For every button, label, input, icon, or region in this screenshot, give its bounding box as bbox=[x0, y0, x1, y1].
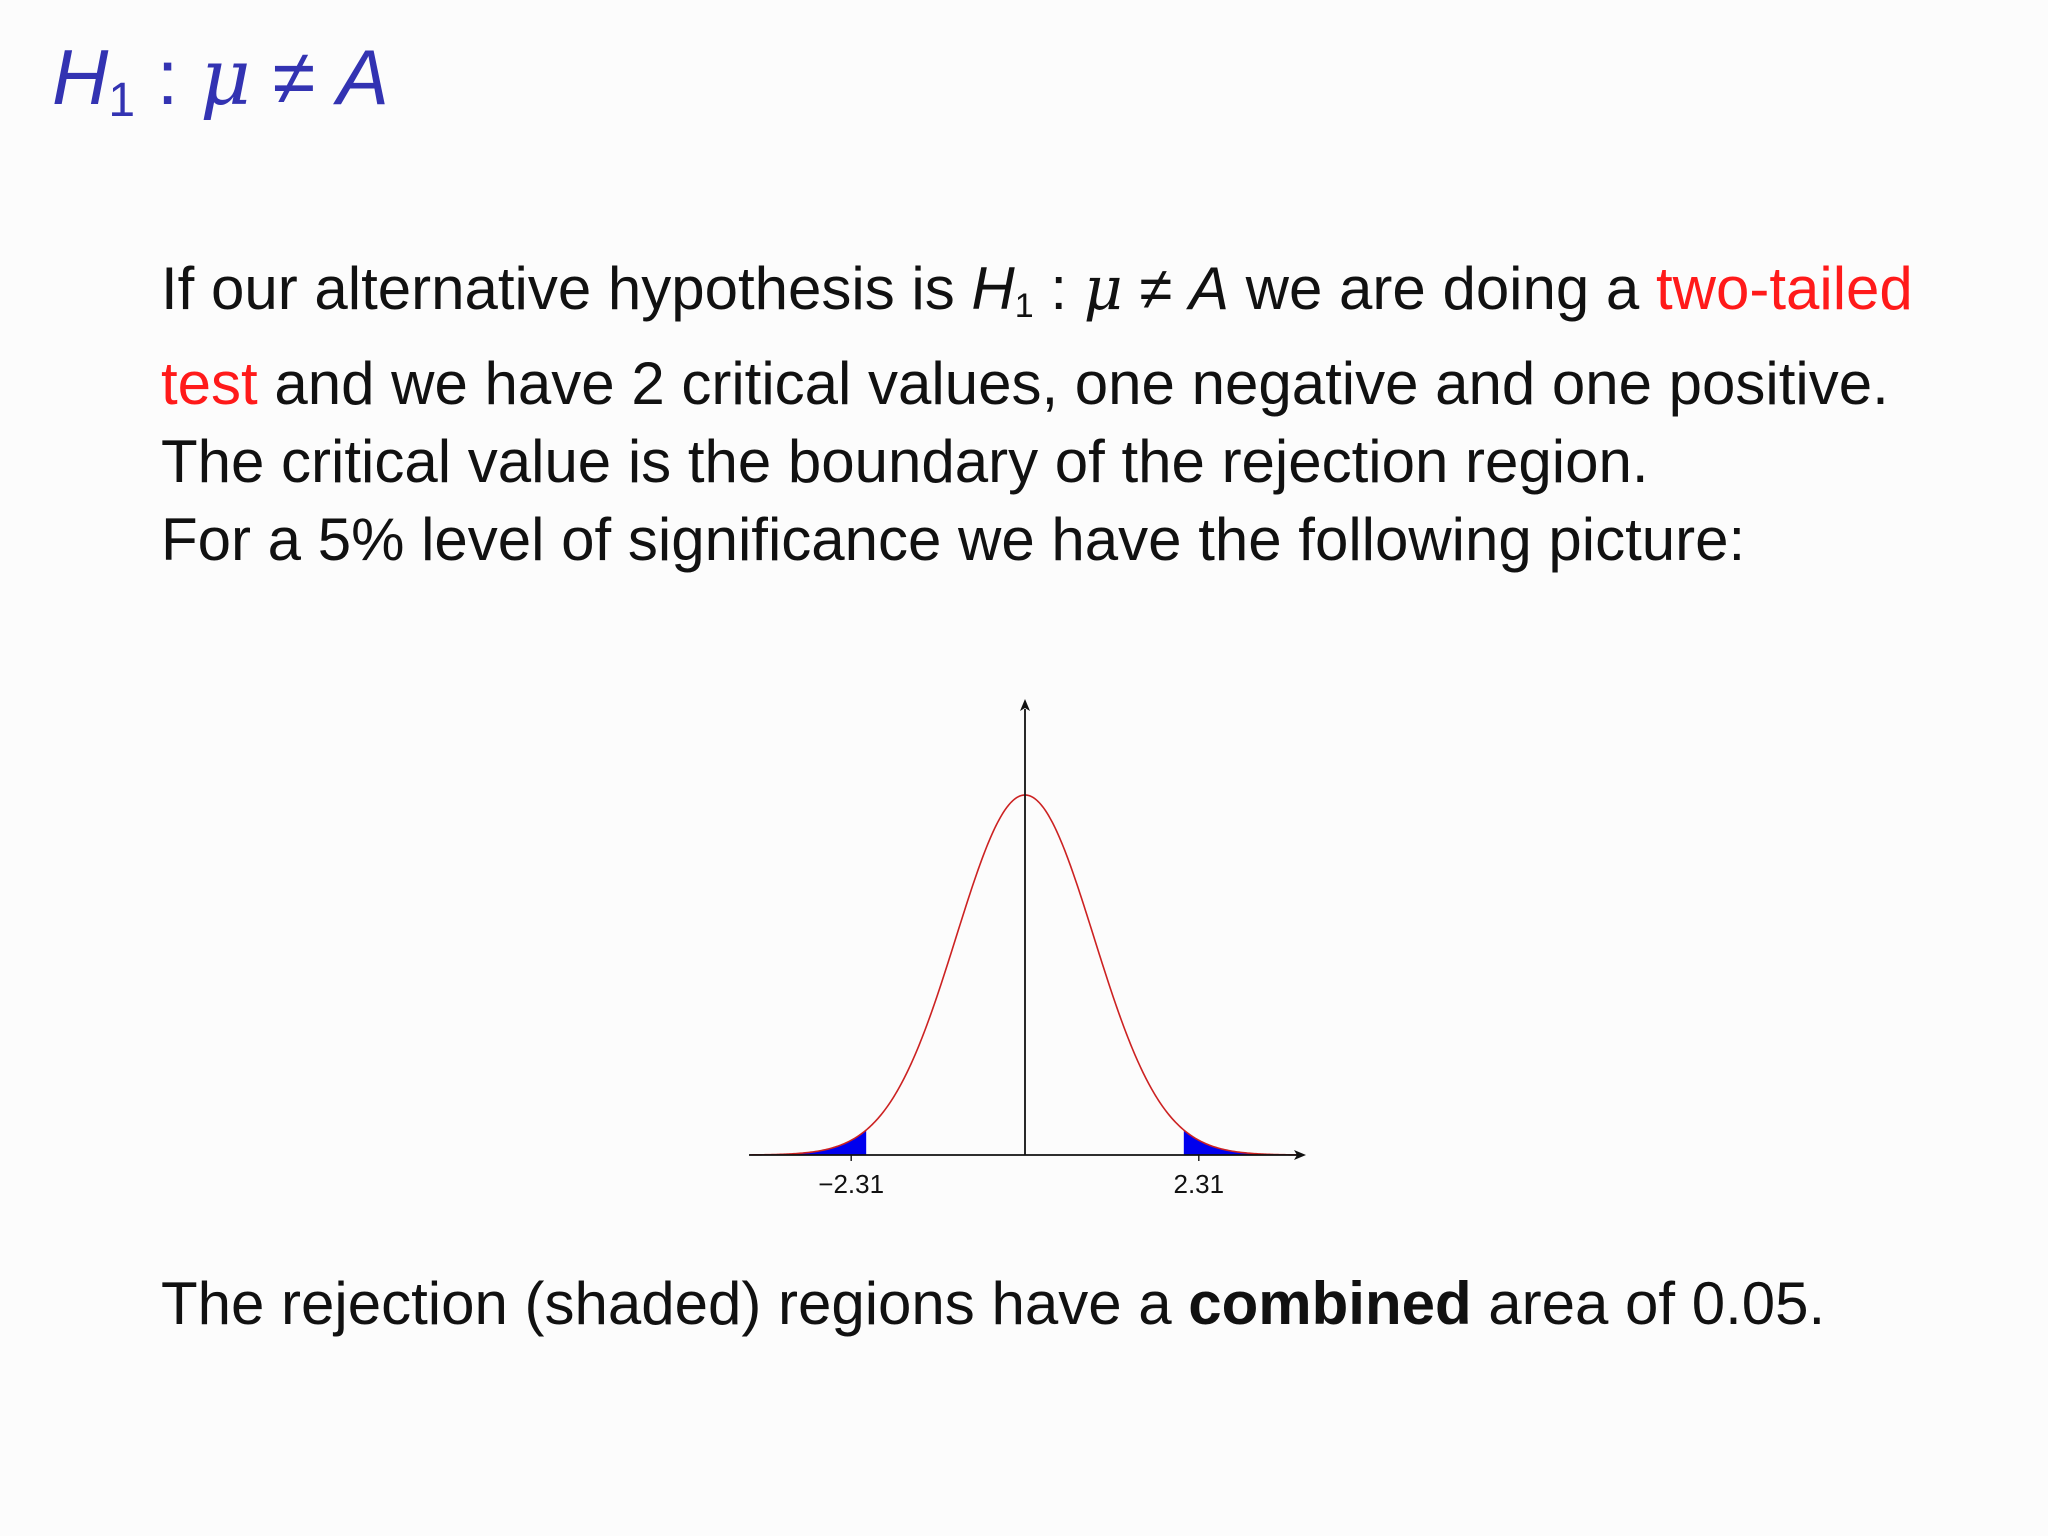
slide-title bbox=[52, 33, 389, 127]
two-tailed-highlight: two-tailed test bbox=[161, 255, 1913, 417]
p1-neq: ≠ bbox=[1122, 255, 1189, 322]
slide-body bbox=[161, 250, 1961, 579]
title-h: H bbox=[52, 33, 109, 121]
conclusion-bold: combined bbox=[1188, 1270, 1472, 1337]
title-neq: ≠ bbox=[272, 33, 316, 121]
title-a: A bbox=[336, 33, 389, 121]
title-subscript: 1 bbox=[108, 74, 136, 127]
p1-mu: μ bbox=[1083, 254, 1123, 324]
conclusion-text bbox=[161, 1265, 1825, 1343]
p2-text: and we have 2 critical values, one negative and one positive. bbox=[257, 350, 1889, 417]
p1-text-after: we are doing a bbox=[1229, 255, 1640, 322]
conclusion-after: area of 0.05. bbox=[1471, 1270, 1826, 1337]
p1-h: H bbox=[971, 255, 1015, 322]
title-colon: : bbox=[156, 33, 179, 121]
paragraph-critical-value: The critical value is the boundary of the rejection region. bbox=[161, 428, 1649, 495]
paragraph-hypothesis bbox=[161, 250, 1961, 423]
conclusion-before: The rejection (shaded) regions have a bbox=[161, 1270, 1189, 1337]
p1-subscript: 1 bbox=[1014, 287, 1034, 325]
p1-a: A bbox=[1188, 255, 1230, 322]
tick-label: 2.31 bbox=[1173, 1169, 1225, 1199]
tick-group bbox=[818, 1155, 1224, 1199]
title-mu: μ bbox=[200, 33, 251, 123]
left-rejection-region bbox=[750, 1130, 866, 1155]
normal-distribution-figure bbox=[740, 695, 1320, 1215]
p1-colon: : bbox=[1033, 255, 1084, 322]
tick-label: −2.31 bbox=[818, 1169, 885, 1199]
p1-text-before: If our alternative hypothesis is bbox=[161, 255, 972, 322]
right-rejection-region bbox=[1184, 1130, 1300, 1155]
distribution-chart bbox=[740, 695, 1320, 1215]
paragraph-significance: For a 5% level of significance we have the following picture: bbox=[161, 506, 1746, 573]
